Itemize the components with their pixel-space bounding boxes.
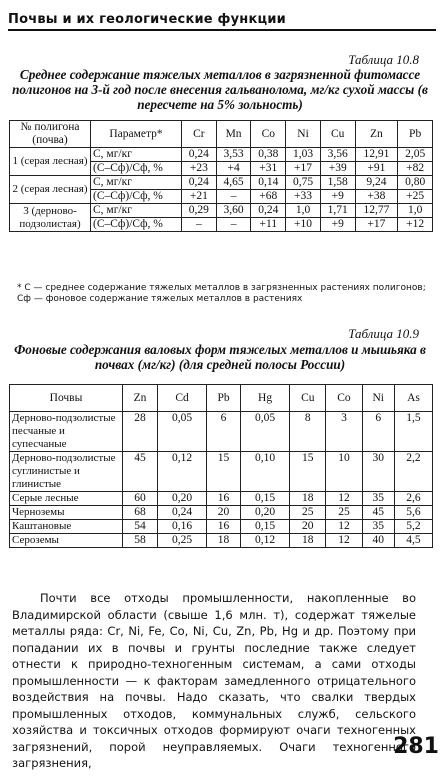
table2-header-cell: Почвы: [10, 385, 123, 412]
table2-caption: Фоновые содержания валовых форм тяжелых металлов и мышьяка в почвах (мг/кг) (для средней полосы России): [14, 342, 426, 372]
table1-header-cell: Zn: [355, 121, 398, 148]
table1-polygon-cell: 2 (серая лесная): [10, 176, 91, 204]
table2-value-cell: 12: [326, 492, 362, 506]
table2-value-cell: 3: [326, 412, 362, 452]
table1: [9, 120, 433, 232]
table1-value-cell: 0,29: [182, 204, 217, 218]
table1-value-cell: 1,0: [286, 204, 321, 218]
body-paragraph: Почти все отходы промышленности, накопленные во Владимирской области (свыше 1,6 млн. т), содержат тяжелые металлы ряда: Cr, Ni, Fe, Co, Ni, Cu, Zn, Pb, Hg и др. Поэтому при попадании их в почвы и грунты последние также следует отнести к природно-техногенным системам, а сами отходы промышленности — к факторам замедленного отрицательного воздействия на почвы. Надо сказать, что свалки твердых промышленных отходов, коммунальных служб, сельского хозяйства и токсичных отходов формируют очаги техногенных загрязнений, порой неуправляемых. Очаги техногенного загрязнения,: [12, 591, 416, 770]
table1-value-cell: 1,58: [320, 176, 355, 190]
table2-value-cell: 12: [326, 520, 362, 534]
table1-value-cell: 0,38: [251, 148, 286, 162]
table2-value-cell: 18: [290, 492, 326, 506]
table2-value-cell: 1,5: [394, 412, 432, 452]
table2-value-cell: 20: [207, 506, 241, 520]
table2-value-cell: 6: [207, 412, 241, 452]
table2-value-cell: 4,5: [394, 534, 432, 548]
table1-value-cell: 1,0: [398, 204, 433, 218]
table2-soil-cell: Черноземы: [10, 506, 123, 520]
table2-row: [10, 534, 433, 548]
table1-label: Таблица 10.8: [348, 52, 419, 67]
table2-value-cell: 18: [290, 534, 326, 548]
table2-value-cell: 40: [362, 534, 394, 548]
table2-value-cell: 8: [290, 412, 326, 452]
table1-footnote: * С — среднее содержание тяжелых металлов в загрязненных растениях полигонов; Сф — фоновое содержание тяжелых металлов в растениях: [17, 283, 426, 304]
running-head: Почвы и их геологические функции: [8, 12, 436, 31]
table1-value-cell: 4,65: [216, 176, 251, 190]
table1-param-cell: (С–Сф)/Сф, %: [91, 190, 182, 204]
table2-value-cell: 15: [290, 452, 326, 492]
table1-value-cell: +11: [251, 218, 286, 232]
table2-value-cell: 16: [207, 492, 241, 506]
table2-row: [10, 492, 433, 506]
table2-header-row: [10, 385, 433, 412]
table2-soil-cell: Дерново-подзолистые песчаные и супесчаные: [10, 412, 123, 452]
table1-value-cell: 1,71: [320, 204, 355, 218]
table2-value-cell: 35: [362, 520, 394, 534]
table1-polygon-cell: 1 (серая лесная): [10, 148, 91, 176]
table2-header-cell: Co: [326, 385, 362, 412]
table1-caption: Среднее содержание тяжелых металлов в загрязненной фитомассе полигонов на 3-й год после внесения гальванолома, мг/кг сухой массы (в пересчете на 5% зольность): [12, 67, 428, 112]
table1-value-cell: 12,77: [355, 204, 398, 218]
table1-header-cell: Параметр*: [91, 121, 182, 148]
table2-value-cell: 45: [362, 506, 394, 520]
table2-value-cell: 68: [123, 506, 158, 520]
table2-value-cell: 0,24: [157, 506, 206, 520]
table1-value-cell: +91: [355, 162, 398, 176]
table2-value-cell: 0,20: [240, 506, 289, 520]
table1-value-cell: +4: [216, 162, 251, 176]
table1-value-cell: +23: [182, 162, 217, 176]
table2-value-cell: 2,6: [394, 492, 432, 506]
table2-value-cell: 0,20: [157, 492, 206, 506]
table2-value-cell: 0,25: [157, 534, 206, 548]
table2-row: [10, 520, 433, 534]
table1-value-cell: 3,53: [216, 148, 251, 162]
table1-value-cell: +33: [286, 190, 321, 204]
table1-value-cell: 0,24: [182, 148, 217, 162]
table2-value-cell: 35: [362, 492, 394, 506]
table2-header-cell: Cu: [290, 385, 326, 412]
table2-soil-cell: Каштановые: [10, 520, 123, 534]
table2-header-cell: Cd: [157, 385, 206, 412]
table1-header-cell: Mn: [216, 121, 251, 148]
table2-value-cell: 0,05: [240, 412, 289, 452]
table2-row: [10, 412, 433, 452]
table2-row: [10, 506, 433, 520]
table1-value-cell: +31: [251, 162, 286, 176]
table1-value-cell: 0,14: [251, 176, 286, 190]
table1-value-cell: –: [216, 190, 251, 204]
table2-value-cell: 25: [290, 506, 326, 520]
table1-value-cell: 0,24: [251, 204, 286, 218]
table1-header-cell: Cr: [182, 121, 217, 148]
table1-header-cell: Pb: [398, 121, 433, 148]
table2-value-cell: 6: [362, 412, 394, 452]
table2-soil-cell: Дерново-подзолистые суглинистые и глинистые: [10, 452, 123, 492]
table2-value-cell: 28: [123, 412, 158, 452]
table1-value-cell: +25: [398, 190, 433, 204]
table1-header-cell: Ni: [286, 121, 321, 148]
table1-param-cell: (С–Сф)/Сф, %: [91, 218, 182, 232]
table2-value-cell: 0,05: [157, 412, 206, 452]
table1-value-cell: –: [216, 218, 251, 232]
table1-value-cell: 2,05: [398, 148, 433, 162]
table2-header-cell: Zn: [123, 385, 158, 412]
table1-value-cell: +12: [398, 218, 433, 232]
table2-value-cell: 16: [207, 520, 241, 534]
table2-value-cell: 12: [326, 534, 362, 548]
table1-row: [10, 204, 433, 218]
table1-header-cell: Co: [251, 121, 286, 148]
table1-value-cell: +17: [286, 162, 321, 176]
table2-value-cell: 20: [290, 520, 326, 534]
table1-param-cell: С, мг/кг: [91, 204, 182, 218]
table1-row: [10, 176, 433, 190]
table1-value-cell: 0,80: [398, 176, 433, 190]
table2-soil-cell: Сероземы: [10, 534, 123, 548]
table1-value-cell: –: [182, 218, 217, 232]
table1-header-cell: № полигона (почва): [10, 121, 91, 148]
table2-value-cell: 18: [207, 534, 241, 548]
table1-value-cell: +9: [320, 218, 355, 232]
table1-param-cell: С, мг/кг: [91, 176, 182, 190]
table2-value-cell: 58: [123, 534, 158, 548]
table2-value-cell: 0,15: [240, 492, 289, 506]
table1-value-cell: 12,91: [355, 148, 398, 162]
table2-value-cell: 0,15: [240, 520, 289, 534]
table2-value-cell: 5,6: [394, 506, 432, 520]
table1-value-cell: 1,03: [286, 148, 321, 162]
table2-value-cell: 5,2: [394, 520, 432, 534]
table1-header-row: [10, 121, 433, 148]
table1-value-cell: 3,60: [216, 204, 251, 218]
table2-value-cell: 45: [123, 452, 158, 492]
table2-header-cell: Hg: [240, 385, 289, 412]
table2-value-cell: 10: [326, 452, 362, 492]
table1-value-cell: +10: [286, 218, 321, 232]
table2-value-cell: 15: [207, 452, 241, 492]
table1-row: [10, 148, 433, 162]
table1-value-cell: +17: [355, 218, 398, 232]
table1-value-cell: +68: [251, 190, 286, 204]
table2-header-cell: Pb: [207, 385, 241, 412]
table2-value-cell: 25: [326, 506, 362, 520]
table1-value-cell: 3,56: [320, 148, 355, 162]
table2-soil-cell: Серые лесные: [10, 492, 123, 506]
table1-value-cell: +38: [355, 190, 398, 204]
table1-param-cell: С, мг/кг: [91, 148, 182, 162]
table2-value-cell: 60: [123, 492, 158, 506]
table1-value-cell: 0,24: [182, 176, 217, 190]
table2-value-cell: 0,16: [157, 520, 206, 534]
table2-value-cell: 30: [362, 452, 394, 492]
table1-value-cell: 0,75: [286, 176, 321, 190]
table2-row: [10, 452, 433, 492]
table1-value-cell: +21: [182, 190, 217, 204]
table1-value-cell: 9,24: [355, 176, 398, 190]
page-number: 281: [393, 734, 439, 759]
table1-value-cell: +82: [398, 162, 433, 176]
table1-value-cell: +9: [320, 190, 355, 204]
table2-value-cell: 0,12: [240, 534, 289, 548]
table2: [9, 384, 433, 548]
table1-header-cell: Cu: [320, 121, 355, 148]
table2-header-cell: As: [394, 385, 432, 412]
table1-polygon-cell: 3 (дерново-подзолистая): [10, 204, 91, 232]
table2-value-cell: 0,12: [157, 452, 206, 492]
table1-value-cell: +39: [320, 162, 355, 176]
table2-value-cell: 54: [123, 520, 158, 534]
table2-header-cell: Ni: [362, 385, 394, 412]
table2-label: Таблица 10.9: [348, 326, 419, 341]
table2-value-cell: 2,2: [394, 452, 432, 492]
table1-param-cell: (С–Сф)/Сф, %: [91, 162, 182, 176]
table2-value-cell: 0,10: [240, 452, 289, 492]
